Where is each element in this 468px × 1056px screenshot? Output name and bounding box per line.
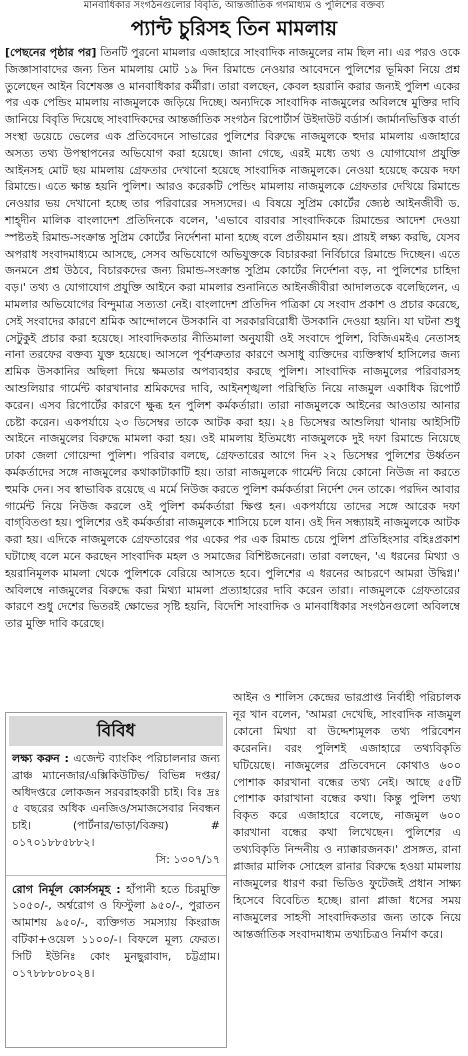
ad-heading: রোগ নির্মূল কোর্সসমূহ : [12,882,121,896]
classified-title: বিবিধ [9,716,223,746]
ad-heading: লক্ষ্য করুন : [12,752,69,765]
classified-ads-box [5,712,227,1048]
continuation-label: [পেছনের পৃষ্ঠার পর] [5,46,97,59]
classified-ad [6,880,226,985]
article-paragraph [5,45,460,633]
article-continuation-column [233,690,461,944]
previous-article-tail: মানবাধিকার সংগঠনগুলোর বিবৃতি, আন্তর্জাতিক গণমাধ্যম ও পুলিশের বক্তব্য [83,0,385,11]
classified-ad [6,749,226,871]
ad-body: এজেন্ট ব্যাংকিং পরিচালনার জন্য ব্রাঞ্চ ম্যানেজার/এক্সিকিউটিভ/ বিভিন্ন দপ্তর/অধিদপ্তরে লোকজন সরবরাহকারী চাই। বিঃ দ্রঃ ৫ বছরের অধিক এনজিও/সমাজসেবার নিবন্ধন চাই। (পার্টনার/ভাড়া/বিক্রয়) # ০১৭০১৮৮৫৮৮২। [12,752,220,849]
article-headline: প্যান্ট চুরিসহ তিন মামলায় [130,16,338,40]
article-text: তিনটি পুরনো মামলার এজাহারে সাংবাদিক নাজমুলের নাম ছিল না। এর পরও ওকে জিজ্ঞাসাবাদের জন্য তিন মামলায় মোট ১৯ দিন রিমান্ডে নেওয়ার আবেদনে পুলিশের ভূমিকা নিয়ে প্রশ্ন তুলেছেন আইন বিশেষজ্ঞ ও মানবাধিকার কর্মীরা। তারা বলছেন, কেবল হয়রানি করার জন্যই পুলিশ একের পর এক পেন্ডিং মামলায় নাজমুলকে জড়িয়ে দিচ্ছে। অন্যদিকে সাংবাদিক নাজমুলের অবিলম্বে মুক্তির দাবি জানিয়ে বিবৃতি দিয়েছে সাংবাদিকদের আন্তর্জাতিক সংগঠন রিপোর্টার্স উইদাউট বর্ডার্স। জার্মানভিত্তিক বার্তা সংস্থা ডয়েচে ভেলের এক প্রতিবেদনে সাভারের পুলিশের বিরুদ্ধে নাজমুলকে হুদার মামলায় এজাহারে অসত্য তথ্য উপস্থাপনের অভিযোগ করা হয়েছে। জানা গেছে, এরই মধ্যে তথ্য ও যোগাযোগ প্রযুক্তি আইনসহ মোট ছয় মামলায় গ্রেফতার দেখানো হয়েছে সাংবাদিক নাজমুলকে। নেওয়া হয়েছে কয়েক দফা রিমান্ডে। এতে ক্ষান্ত হয়নি পুলিশ। আরও করেকটি পেন্ডিং মামলায় নাজমুলকে গ্রেফতার দেখিয়ে রিমান্ডে নেওয়ার ভয় দেখানো হচ্ছে তার পরিবারের সদস্যদের। এ বিষয়ে সুপ্রিম কোর্টের জ্যেষ্ঠ আইনজীবী ড. শাহ্‌দীন মালিক বাংলাদেশ প্রতিদিনকে বলেন, 'এভাবে বারবার সাংবাদিককে রিমান্ডের আদেশ দেওয়া স্পষ্টতই রিমান্ড-সংক্রান্ত সুপ্রিম কোর্টের নির্দেশনা মানা হচ্ছে বলে প্রতীয়মান হয়। প্রায়ই লক্ষ্য করছি, যেসব অপরাধ সংবাদমাধ্যমে আসছে, সেসব অভিযোগে অভিযুক্তকে বিচারকরা নির্বিচারে রিমান্ডে দিচ্ছেন। এতে জনমনে প্রশ্ন উঠবে, বিচারকদের জন্য রিমান্ড-সংক্রান্ত সুপ্রিম কোর্টের নির্দেশনা বড়, না পুলিশের চাহিদা বড়।' তথ্য ও যোগাযোগ প্রযুক্তি আইনে করা মামলার শুনানিতে আইনজীবীরা আদালতকে বলেছিলেন, এ মামলার অভিযোগের বিন্দুমাত্র সত্যতা নেই। বাংলাদেশ প্রতিদিন পত্রিকা যে সংবাদ প্রকাশ ও প্রচার করেছে, সেই সংবাদের কারণে শ্রমিক আন্দোলনে উসকানি বা সরকারবিরোধী উসকানি দেওয়া হয়নি। যা ঘটনা শুধু সেটুকুই প্রচার করা হয়েছে। সাংবাদিকতার নীতিমালা অনুযায়ী ওই সংবাদে পুলিশ, বিজিএমইএ নেতাসহ নানা তরফের বক্তব্য যুক্ত হয়েছে। আসলে পূর্বশত্রুতার কারণে অসাধু ব্যক্তিদের ব্যক্তিস্বার্থ হাসিলের জন্য শ্রমিক উসকানির অছিলা দিয়ে ক্ষমতার অপব্যবহার করছে পুলিশ। সাংবাদিক নাজমুলের পরিবারসহ আশুলিয়ার গার্মেন্ট কারখানার শ্রমিকদের দাবি, আইনশৃঙ্খলা পরিস্থিতি নিয়ে নাজমুল একাধিক রিপোর্ট করেন। এসব রিপোর্টের কারণে ক্ষুব্ধ হন পুলিশ কর্মকর্তারা। তারা নাজমুলকে আইনের আওতায় আনার চেষ্টা করেন। একপর্যায়ে ২৩ ডিসেম্বর তাকে আটক করা হয়। ২৪ ডিসেম্বর আশুলিয়া থানায় আইসিটি আইনে নাজমুলের বিরুদ্ধে মামলা করা হয়। ওই মামলায় ইতিমধ্যে নাজমুলকে দুই দফা রিমান্ডে নিয়েছে ঢাকা জেলা গোয়েন্দা পুলিশ। পরিবার বলছে, গ্রেফতারের আগে দিন ২২ ডিসেম্বর পুলিশের উর্ধ্বতন কর্মকর্তাদের সঙ্গে নাজমুলের কথাকাটাকাটি হয়। তারা নাজমুলকে গার্মেন্ট নিয়ে কোনো নিউজ না করতে হুমকি দেন। সব স্বাভাবিক রয়েছে এ মর্মে নিউজ করতে পুলিশ কর্মকর্তারা নির্দেশ দেন তাকে। পরদিন আবার গার্মেন্ট নিয়ে নিউজ করলে ওই পুলিশ কর্মকর্তারা ক্ষিপ্ত হন। একপর্যায়ে তাদের সঙ্গে আরেক দফা বাগ্‌বিতণ্ডা হয়। পুলিশের ওই কর্মকর্তারা নাজমুলকে শাসিয়ে চলে যান। ওই দিন সন্ধ্যায়ই নাজমুলকে আটক করা হয়। এদিকে নাজমুলকে গ্রেফতারের পর একের পর এক রিমান্ড চেয়ে পুলিশ প্রতিহিংসার বহিঃপ্রকাশ ঘটাচ্ছে বলে মনে করছেন সাংবাদিক মহল ও সমাজের বিশিষ্টজনেরা। তারা বলছেন, 'এ ধরনের মিথ্যা ও হয়রানিমূলক মামলা থেকে পুলিশকে বেরিয়ে আসতে হবে। পুলিশের এ ধরনের আচরণে আমরা উদ্বিগ্ন।' অবিলম্বে নাজমুলের বিরুদ্ধে করা মিথ্যা মামলা প্রত্যাহারের দাবি করেন তারা। নাজমুলকে গ্রেফতারের কারণে শুধু দেশের ভিতরই ক্ষোভের সৃষ্টি হয়নি, বিদেশি সাংবাদিক ও মানবাধিকার সংগঠনগুলো অবিলম্বে তার মুক্তি দাবি করেছে। [5,46,461,631]
article-body [5,45,460,633]
ad-divider [6,875,226,876]
ad-code: সি: ১৩০৭/১৭ [155,852,220,866]
article-paragraph: আইন ও শালিস কেন্দ্রের ভারপ্রাপ্ত নির্বাহী পরিচালক নূর খান বলেন, 'আমরা দেখেছি, সাংবাদিক নাজমুল কোনো মিথ্যা বা উদ্দেশ্যমূলক তথ্য পরিবেশন করেননি। বরং পুলিশই এজাহারে তথ্যবিকৃতি ঘটিয়েছে। নাজমুলের প্রতিবেদনে কোথাও ৬০০ পোশাক কারখানা বন্ধের তথ্য নেই। আছে ৫৫টি পোশাক কারাখানা বন্ধের কথা। কিন্তু পুলিশ তথ্য বিকৃত করে এজাহারে বলেছে, নাজমুল ৬০০ কারখানা বন্ধের কথা লিখেছেন। পুলিশের এ তথ্যবিকৃতি নিন্দনীয় ও ন্যাক্কারজনক।' প্রসঙ্গত, রানা প্লাজার মালিক সোহেল রানার বিরুদ্ধে হওয়া মামলায় নাজমুলের ধারণ করা ভিডিও ফুটেজই প্রধান সাক্ষ্য হিসেবে বিবেচিত হচ্ছে। রানা প্লাজা ধসের সময় নাজমুলের সাহসী সাংবাদিকতার জন্য তাকে নিয়ে আন্তর্জাতিক সংবাদমাধ্যম তথ্যচিত্রও নির্মাণ করে। [233,691,461,941]
ad-body: হাঁপানী হতে চিরমুক্তি ১০৫০/-, অর্শ্বরোগ ও ফিস্টুলা ৯৫০/-, পুরাতন আমাশয় ৯৫০/-, ব্যক্তিগত সমস্যায় কিংরাজ বটিকা+ওয়েল ১১০০/-। বিফলে মূল্য ফেরত। সিটি ইউনিঃ কোং মুনছুরাবাদ, চট্টগ্রাম। ০১৭৮৮৮০৮০২৪। [12,882,221,980]
